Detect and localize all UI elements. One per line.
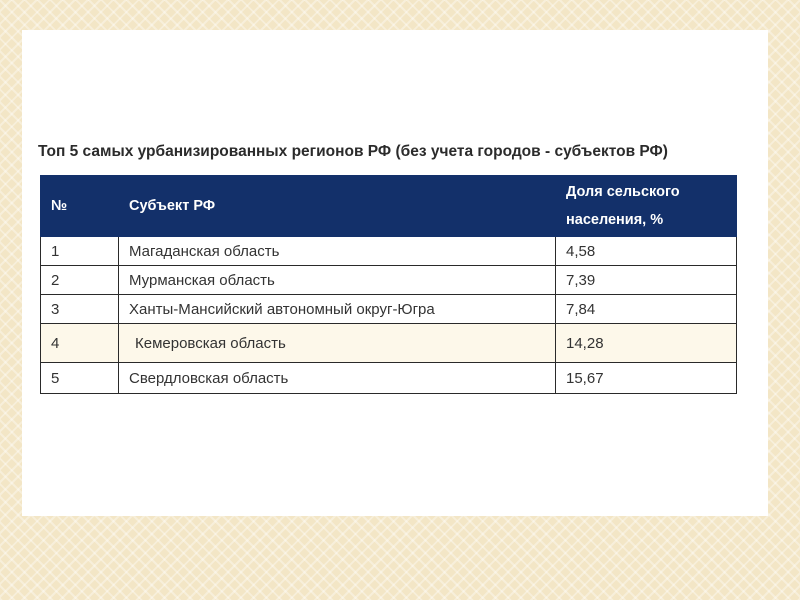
cell-number: 1 (41, 237, 119, 266)
cell-number: 4 (41, 324, 119, 363)
table-row (41, 363, 737, 394)
table-row (41, 266, 737, 295)
cell-number: 3 (41, 295, 119, 324)
cell-value: 7,39 (556, 266, 737, 295)
header-subject: Субъект РФ (119, 176, 556, 237)
table-title: Топ 5 самых урбанизированных регионов РФ (без учета городов - субъектов РФ) (38, 143, 668, 160)
table-header-row (41, 176, 737, 237)
cell-value: 7,84 (556, 295, 737, 324)
header-rural-share-line1: Доля сельского (566, 184, 680, 200)
table-row (41, 324, 737, 363)
data-table (40, 175, 737, 394)
header-rural-share (556, 176, 737, 237)
header-number: № (41, 176, 119, 237)
cell-subject (119, 324, 556, 363)
table-row (41, 295, 737, 324)
table-row (41, 237, 737, 266)
cell-subject: Магаданская область (119, 237, 556, 266)
cell-subject-text: Кемеровская область (135, 334, 286, 352)
cell-value: 14,28 (556, 324, 737, 363)
cell-subject: Ханты-Мансийский автономный округ-Югра (119, 295, 556, 324)
cell-value: 15,67 (556, 363, 737, 394)
cell-number: 5 (41, 363, 119, 394)
cell-subject: Свердловская область (119, 363, 556, 394)
header-rural-share-line2: населения, % (566, 212, 664, 228)
cell-value: 4,58 (556, 237, 737, 266)
cell-subject: Мурманская область (119, 266, 556, 295)
cell-number: 2 (41, 266, 119, 295)
slide (22, 30, 768, 516)
